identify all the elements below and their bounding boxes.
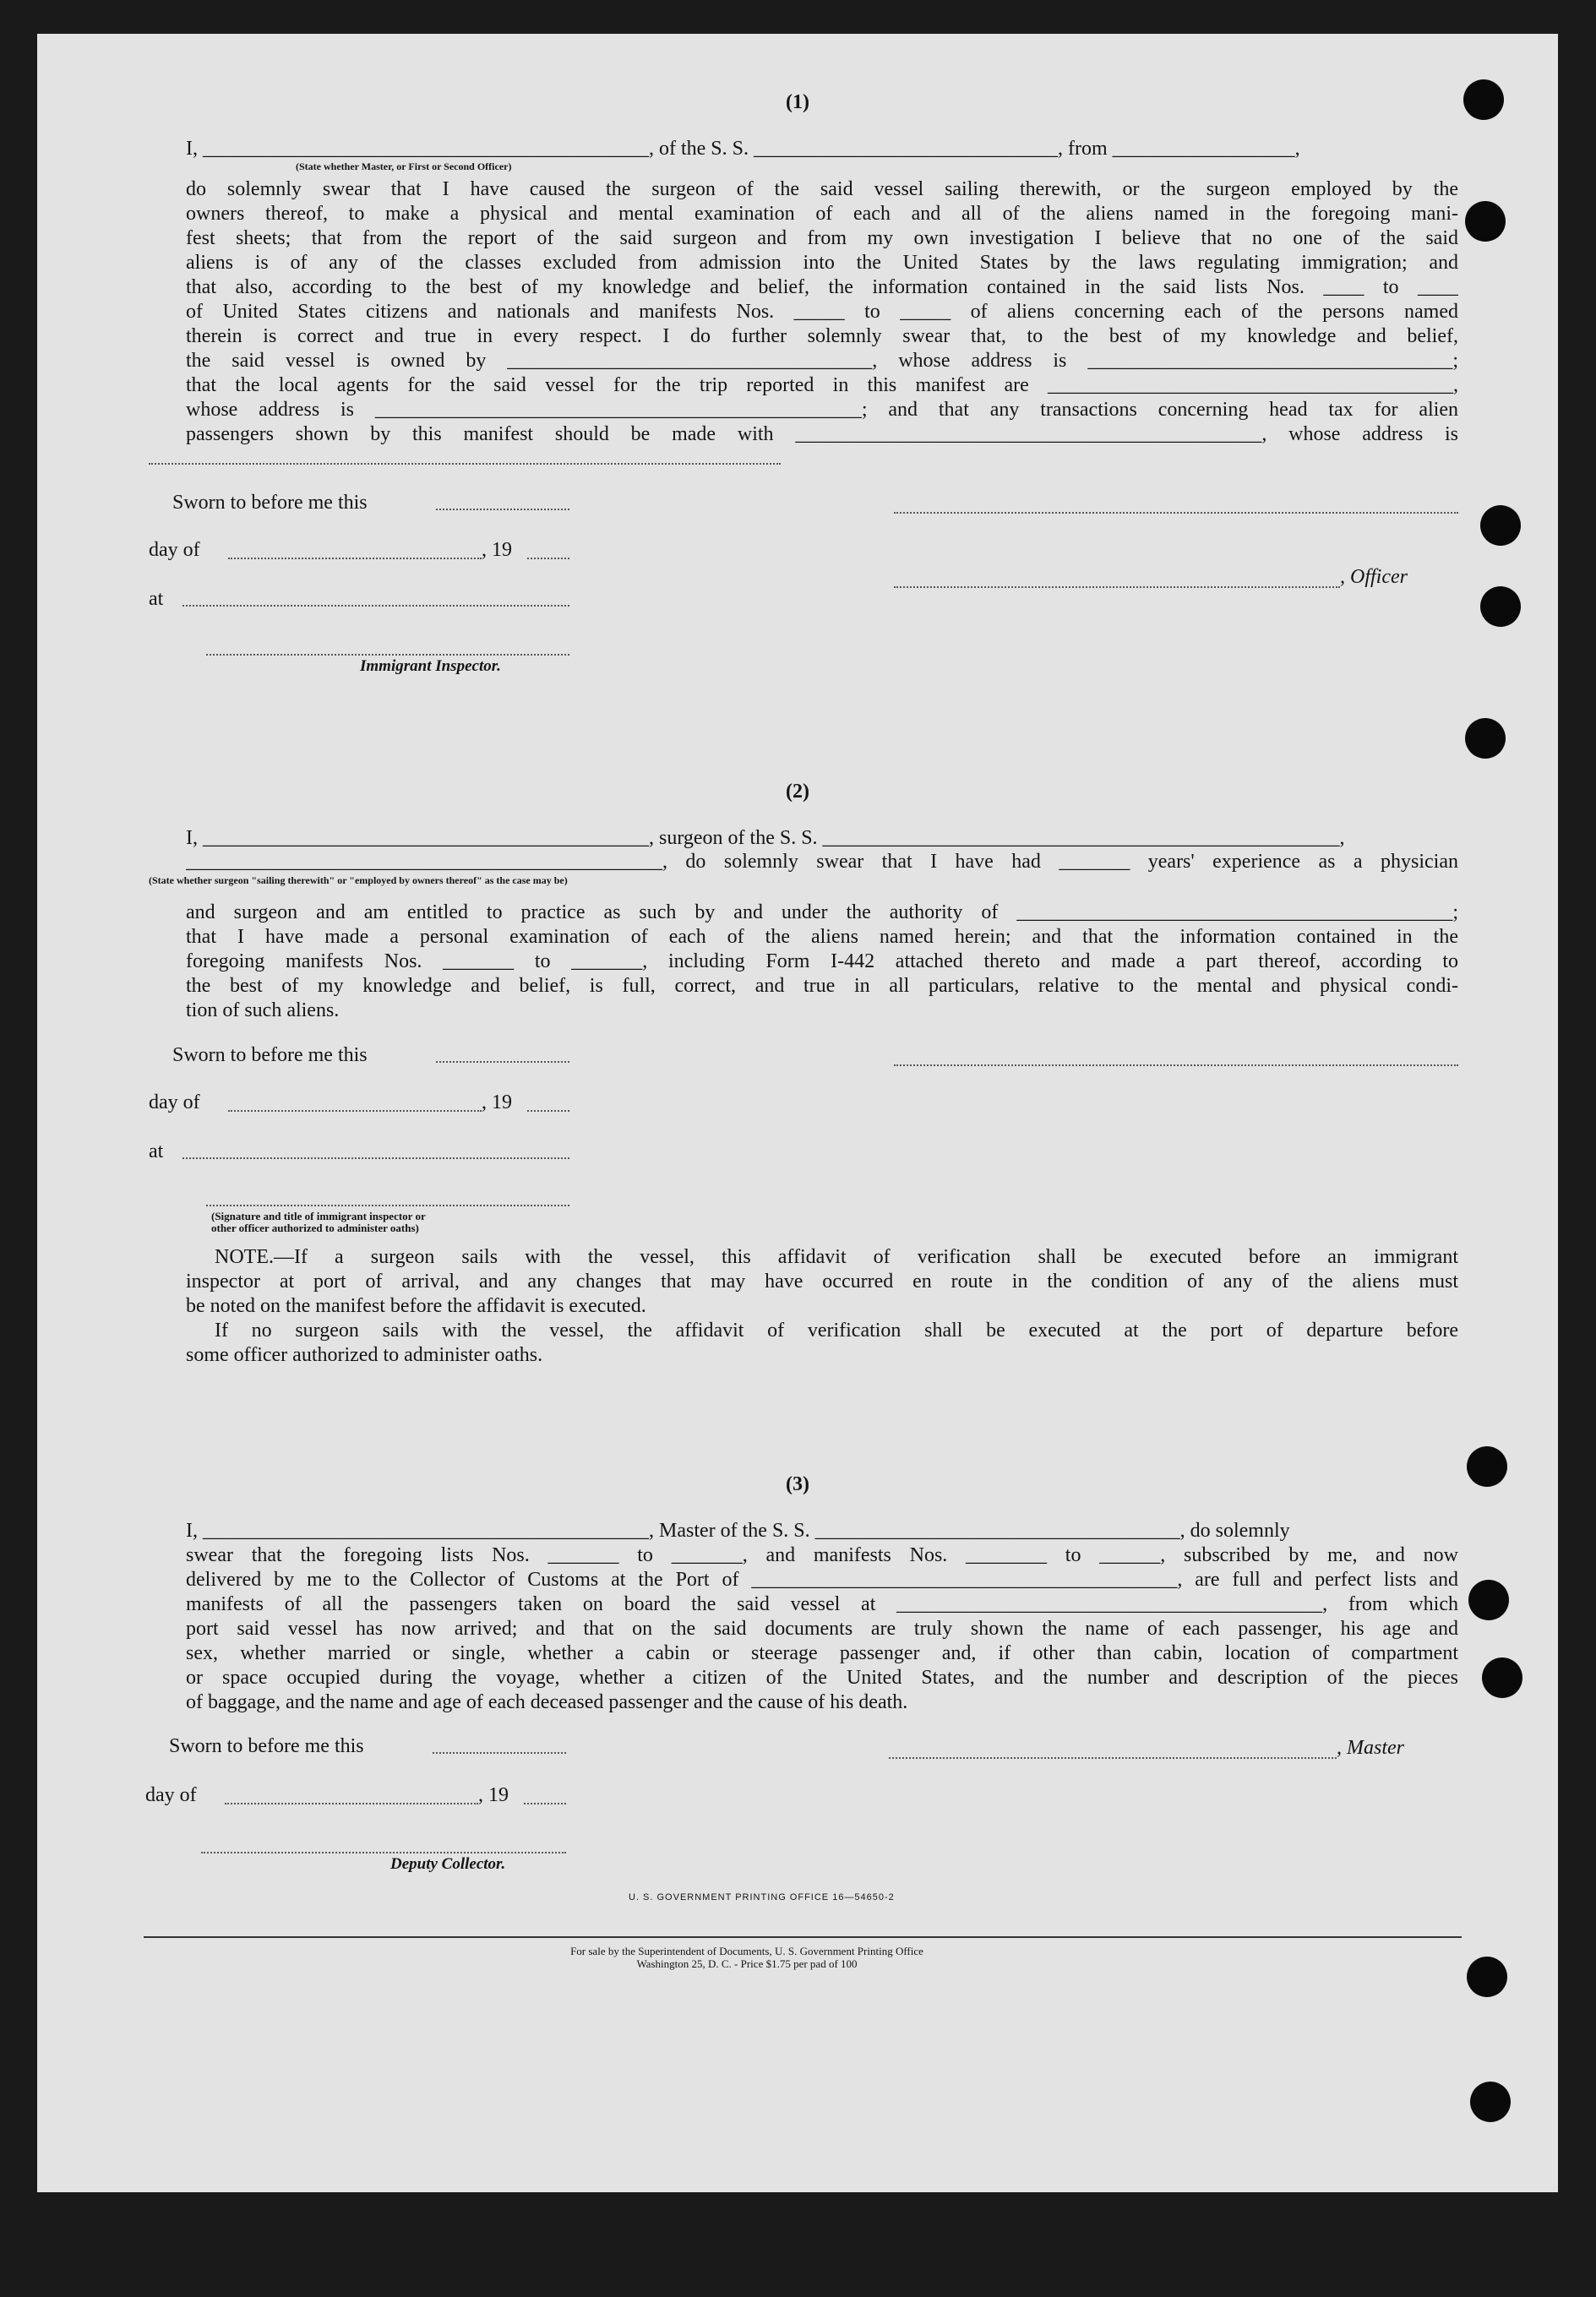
section-3-line: or space occupied during the voyage, whether a citizen of the United States, and the number and description of the pieces <box>186 1667 1458 1689</box>
section-2-line: and surgeon and am entitled to practice as such by and under the authority of ___________________________________________; <box>186 901 1458 923</box>
master-label: , Master <box>1337 1737 1404 1759</box>
year-label: , 19 <box>482 539 512 561</box>
section-3-line: I, ____________________________________________, Master of the S. S. ____________________________________, do solemnly <box>186 1520 1290 1542</box>
signature-note: (Signature and title of immigrant inspector or <box>211 1210 426 1222</box>
section-3-line: swear that the foregoing lists Nos. _______ to _______, and manifests Nos. ________ to ______, subscribed by me, and now <box>186 1544 1458 1566</box>
inspector-signature-line <box>206 654 569 656</box>
sworn-label: Sworn to before me this <box>169 1735 364 1757</box>
note-paragraph-line: NOTE.—If a surgeon sails with the vessel, this affidavit of verification shall be executed before an immigrant <box>215 1246 1458 1268</box>
section-1-title: (1) <box>786 91 809 113</box>
punch-hole <box>1480 505 1521 546</box>
form-page <box>37 34 1558 2192</box>
punch-hole <box>1482 1657 1522 1698</box>
section-1-line: that the local agents for the said vessel for the trip reported in this manifest are ________________________________________, <box>186 374 1458 396</box>
section-1-line: I, ____________________________________________, of the S. S. ______________________________, from __________________, <box>186 138 1300 160</box>
day-blank <box>225 1803 478 1804</box>
printing-office-imprint: U. S. GOVERNMENT PRINTING OFFICE 16—54650-2 <box>629 1892 895 1902</box>
section-2-line: tion of such aliens. <box>186 999 340 1021</box>
officer-label: , Officer <box>1340 566 1408 588</box>
at-blank <box>182 605 569 607</box>
sworn-blank <box>436 509 569 510</box>
address-blank <box>149 463 781 465</box>
section-2-line: the best of my knowledge and belief, is full, correct, and true in all particulars, relative to the mental and physical condi- <box>186 975 1458 997</box>
note-paragraph-line: some officer authorized to administer oaths. <box>186 1344 543 1366</box>
surgeon-signature-line <box>894 1064 1458 1066</box>
sworn-blank <box>436 1061 569 1063</box>
section-2-line: that I have made a personal examination of each of the aliens named herein; and that the information contained in the <box>186 926 1458 948</box>
section-2-line: foregoing manifests Nos. _______ to _______, including Form I-442 attached thereto and made a part thereof, according to <box>186 950 1458 972</box>
section-1-line: passengers shown by this manifest should be made with ______________________________________________, whose address is <box>186 423 1458 445</box>
section-1-line: the said vessel is owned by ____________________________________, whose address is ____________________________________; <box>186 350 1458 372</box>
deputy-collector-label: Deputy Collector. <box>390 1855 506 1873</box>
officer-signature-line <box>894 586 1340 588</box>
punch-hole <box>1470 2082 1511 2122</box>
punch-hole <box>1468 1580 1509 1620</box>
section-3-title: (3) <box>786 1473 809 1495</box>
sworn-blank <box>433 1752 566 1754</box>
section-3-line: of baggage, and the name and age of each deceased passenger and the cause of his death. <box>186 1691 908 1713</box>
section-3-line: delivered by me to the Collector of Customs at the Port of __________________________________________, are full and perfect lists and <box>186 1569 1458 1591</box>
note-paragraph-line: inspector at port of arrival, and any changes that may have occurred en route in the condition of any of the aliens must <box>186 1271 1458 1293</box>
note-paragraph-line: be noted on the manifest before the affidavit is executed. <box>186 1295 646 1317</box>
day-of-label: day of <box>145 1784 197 1806</box>
section-1-line: do solemnly swear that I have caused the surgeon of the said vessel sailing therewith, or the surgeon employed by the <box>186 178 1458 200</box>
section-2-line: I, ____________________________________________, surgeon of the S. S. ___________________________________________________, <box>186 827 1345 849</box>
punch-hole <box>1465 718 1506 759</box>
section-1-line: therein is correct and true in every respect. I do further solemnly swear that, to the best of my knowledge and belief, <box>186 325 1458 347</box>
inspector-signature-line <box>206 1205 569 1206</box>
section-1-rank-note: (State whether Master, or First or Second Officer) <box>296 161 512 172</box>
section-1-line: aliens is of any of the classes excluded from admission into the United States by the laws regulating immigration; and <box>186 252 1458 274</box>
collector-signature-line <box>201 1852 566 1853</box>
punch-hole <box>1480 586 1521 627</box>
sworn-label: Sworn to before me this <box>172 492 368 514</box>
day-blank <box>228 558 482 559</box>
section-2-surgeon-note: (State whether surgeon "sailing therewith" or "employed by owners thereof" as the case may be) <box>149 874 568 886</box>
section-3-line: sex, whether married or single, whether a cabin or steerage passenger and, if other than cabin, location of compartment <box>186 1642 1458 1664</box>
section-1-line: owners thereof, to make a physical and mental examination of each and all of the aliens named in the foregoing mani- <box>186 203 1458 225</box>
section-1-line: that also, according to the best of my knowledge and belief, the information contained in the said lists Nos. ____ to ____ <box>186 276 1458 298</box>
footer-rule <box>144 1936 1462 1938</box>
master-signature-line <box>889 1757 1337 1759</box>
section-1-line: fest sheets; that from the report of the said surgeon and from my own investigation I believe that no one of the said <box>186 227 1458 249</box>
section-2-line: _______________________________________________, do solemnly swear that I have had _______ years' experience as a physician <box>186 851 1458 873</box>
punch-hole <box>1465 201 1506 242</box>
at-blank <box>182 1157 569 1159</box>
sworn-label: Sworn to before me this <box>172 1044 368 1066</box>
section-3-line: manifests of all the passengers taken on board the said vessel at __________________________________________, from which <box>186 1593 1458 1615</box>
year-blank <box>527 558 569 559</box>
footer-line: Washington 25, D. C. - Price $1.75 per pad of 100 <box>636 1957 858 1970</box>
officer-signature-line <box>894 512 1458 514</box>
section-1-line: whose address is ________________________________________________; and that any transactions concerning head tax for alien <box>186 399 1458 421</box>
year-label: , 19 <box>478 1784 509 1806</box>
signature-note: other officer authorized to administer oaths) <box>211 1222 419 1234</box>
note-paragraph-line: If no surgeon sails with the vessel, the affidavit of verification shall be executed at the port of departure before <box>215 1320 1458 1342</box>
section-2-title: (2) <box>786 781 809 803</box>
at-label: at <box>149 588 164 610</box>
day-blank <box>228 1110 482 1112</box>
immigrant-inspector-label: Immigrant Inspector. <box>360 657 501 675</box>
year-blank <box>524 1803 566 1804</box>
section-1-line: of United States citizens and nationals and manifests Nos. _____ to _____ of aliens concerning each of the persons named <box>186 301 1458 323</box>
day-of-label: day of <box>149 539 200 561</box>
at-label: at <box>149 1140 164 1162</box>
year-label: , 19 <box>482 1091 512 1113</box>
section-3-line: port said vessel has now arrived; and that on the said documents are truly shown the name of each passenger, his age and <box>186 1618 1458 1640</box>
day-of-label: day of <box>149 1091 200 1113</box>
footer-line: For sale by the Superintendent of Documents, U. S. Government Printing Office <box>570 1945 923 1957</box>
year-blank <box>527 1110 569 1112</box>
